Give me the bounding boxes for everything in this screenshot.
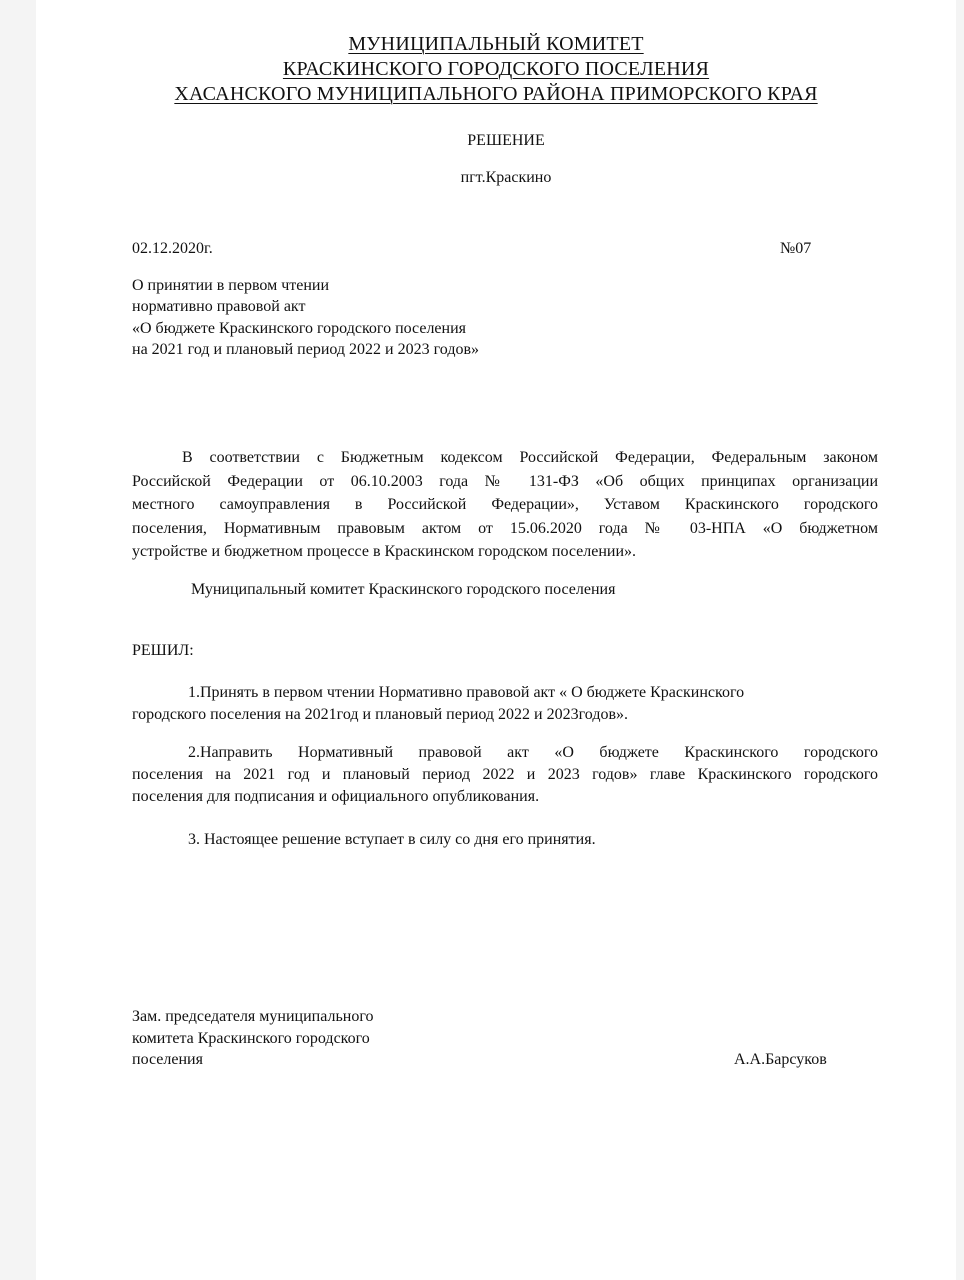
item-1-line-1: 1.Принять в первом чтении Нормативно правовой акт « О бюджете Краскинского — [188, 684, 745, 701]
header-line-3: ХАСАНСКОГО МУНИЦИПАЛЬНОГО РАЙОНА ПРИМОРСКОГО КРАЯ — [174, 83, 818, 105]
document-number: №07 — [780, 240, 812, 257]
preamble-line-3: местного самоуправления в Российской Федерации», Уставом Краскинского городского — [132, 496, 878, 513]
signature-title-line-2: комитета Краскинского городского — [132, 1030, 370, 1047]
document-page — [36, 0, 956, 1280]
item-2-paragraph — [132, 742, 878, 808]
document-date: 02.12.2020г. — [132, 240, 213, 257]
item-2-line-2: поселения на 2021 год и плановый период 2022 и 2023 годов» главе Краскинского городского — [132, 766, 878, 783]
preamble-line-1: В соответствии с Бюджетным кодексом Российской Федерации, Федеральным законом — [182, 449, 878, 466]
signature-title-line-1: Зам. председателя муниципального — [132, 1008, 374, 1025]
item-3: 3. Настоящее решение вступает в силу со дня его принятия. — [188, 831, 596, 848]
preamble-line-5: устройстве и бюджетном процессе в Краскинском городском поселении». — [132, 543, 637, 560]
subject-line-2: нормативно правовой акт — [132, 298, 306, 315]
subject-line-3: «О бюджете Краскинского городского поселения — [132, 320, 467, 337]
header-line-1: МУНИЦИПАЛЬНЫЙ КОМИТЕТ — [348, 33, 644, 55]
place-name: пгт.Краскино — [460, 169, 552, 186]
header-line-2: КРАСКИНСКОГО ГОРОДСКОГО ПОСЕЛЕНИЯ — [282, 58, 710, 80]
item-1-line-2: городского поселения на 2021год и плановый период 2022 и 2023годов». — [132, 706, 629, 723]
resolved-heading: РЕШИЛ: — [132, 642, 194, 659]
preamble-line-2: Российской Федерации от 06.10.2003 года № 131-ФЗ «Об общих принципах организации — [132, 472, 878, 490]
item-2-line-3: поселения для подписания и официального опубликования. — [132, 788, 540, 805]
committee-name: Муниципальный комитет Краскинского городского поселения — [191, 581, 616, 598]
preamble-line-4: поселения, Нормативным правовым актом от 15.06.2020 года № 03-НПА «О бюджетном — [132, 519, 878, 537]
item-2-line-1: 2.Направить Нормативный правовой акт «О бюджете Краскинского городского — [188, 744, 878, 761]
document-type: РЕШЕНИЕ — [467, 132, 545, 149]
signature-title-line-3: поселения — [132, 1051, 203, 1068]
subject-line-1: О принятии в первом чтении — [132, 277, 330, 294]
subject-line-4: на 2021 год и плановый период 2022 и 2023 годов» — [132, 341, 480, 358]
signatory-name: А.А.Барсуков — [734, 1051, 827, 1068]
preamble-paragraph — [132, 446, 878, 564]
